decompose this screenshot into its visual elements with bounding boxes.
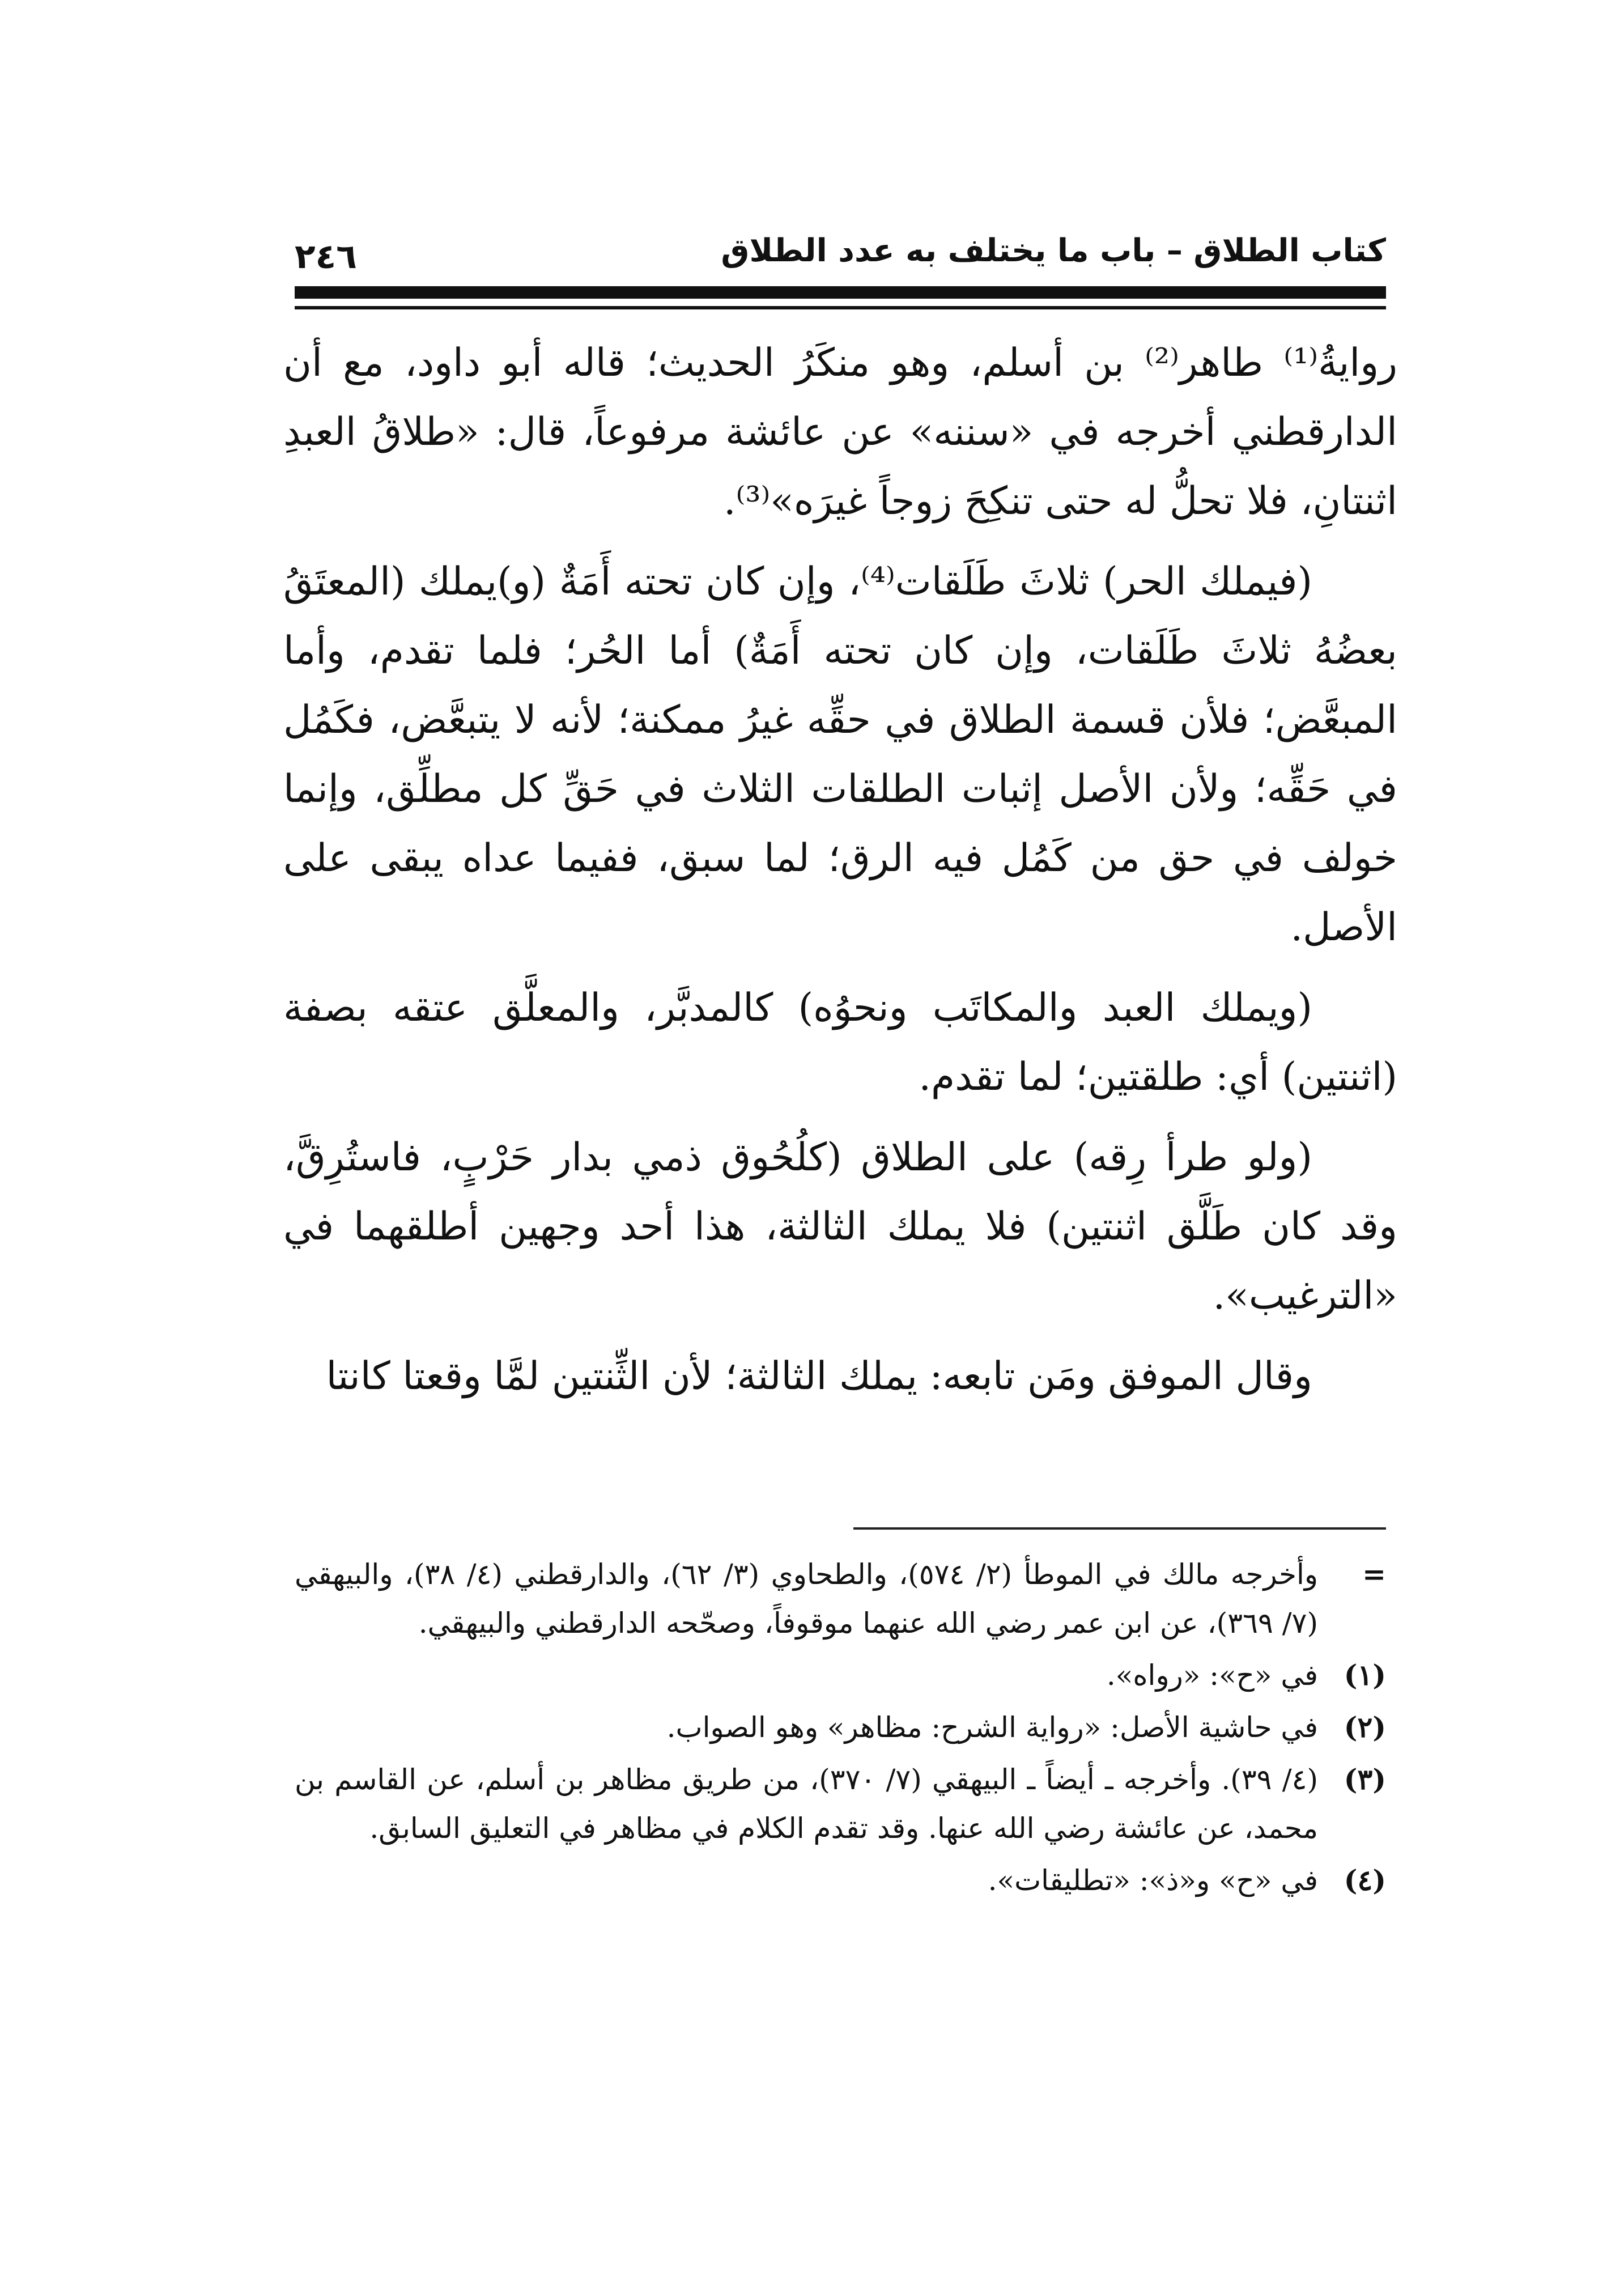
header-rule-thick — [295, 286, 1386, 299]
footnote-text: (٤/ ٣٩). وأخرجه ـ أيضاً ـ البيهقي (٧/ ٣٧٠)، من طريق مظاهر بن أسلم، عن القاسم بن محمد، عن عائشة رضي الله عنها. وقد تقدم الكلام في مظاهر في التعليق السابق. — [295, 1763, 1318, 1845]
paragraph: (فيملك الحر) ثلاثَ طَلَقات⁽⁴⁾، وإن كان تحته أَمَةٌ (و)يملك (المعتَقُ بعضُهُ ثلاثَ طَلَقات، وإن كان تحته أَمَةٌ) أما الحُر؛ فلما تقدم، وأما المبعَّض؛ فلأن قسمة الطلاق في حقِّه غيرُ ممكنة؛ لأنه لا يتبعَّض، فكَمُل في حَقِّه؛ ولأن الأصل إثبات الطلقات الثلاث في حَقِّ كل مطلِّق، وإنما خولف في حق من كَمُل فيه الرق؛ لما سبق، ففيما عداه يبقى على الأصل. — [283, 559, 1397, 950]
footnote — [295, 1651, 1386, 1700]
footnote — [295, 1755, 1386, 1853]
footnote — [295, 1703, 1386, 1752]
paragraph: (ولو طرأ رِقه) على الطلاق (كلُحُوق ذمي بدار حَرْبٍ، فاستُرِقَّ، وقد كان طَلَّق اثنتين) فلا يملك الثالثة، هذا أحد وجهين أطلقهما في «الترغيب». — [283, 1135, 1397, 1318]
page-number: ٢٤٦ — [295, 237, 357, 277]
footnote — [295, 1856, 1386, 1905]
paragraph: (ويملك العبد والمكاتَب ونحوُه) كالمدبَّر، والمعلَّق عتقه بصفة (اثنتين) أي: طلقتين؛ لما تقدم. — [283, 986, 1397, 1099]
header-rule-thin — [295, 306, 1386, 309]
footnote-number: (٤) — [1344, 1863, 1386, 1897]
running-title: كتاب الطلاق – باب ما يختلف به عدد الطلاق — [721, 232, 1386, 269]
footnote-text: في «ح»: «رواه». — [1106, 1659, 1318, 1692]
page-header — [295, 226, 1386, 282]
footnote-text: في حاشية الأصل: «رواية الشرح: مظاهر» وهو الصواب. — [666, 1711, 1318, 1744]
footnotes — [295, 1550, 1386, 1908]
footnote-separator — [853, 1527, 1386, 1530]
footnote-text: في «ح» و«ذ»: «تطليقات». — [988, 1864, 1318, 1897]
main-text — [283, 329, 1397, 1411]
footnote-number: (٢) — [1344, 1710, 1386, 1744]
footnote — [295, 1550, 1386, 1647]
footnote-number: = — [1362, 1557, 1386, 1591]
paragraph: روايةُ⁽¹⁾ طاهر⁽²⁾ بن أسلم، وهو منكَرُ الحديث؛ قاله أبو داود، مع أن الدارقطني أخرجه في «سننه» عن عائشة مرفوعاً، قال: «طلاقُ العبدِ اثنتانِ، فلا تحلُّ له حتى تنكِحَ زوجاً غيرَه»⁽³⁾. — [283, 341, 1397, 524]
paragraph: وقال الموفق ومَن تابعه: يملك الثالثة؛ لأن الثِّنتين لمَّا وقعتا كانتا — [326, 1354, 1312, 1399]
footnote-number: (٣) — [1344, 1763, 1386, 1796]
footnote-text: وأخرجه مالك في الموطأ (٢/ ٥٧٤)، والطحاوي (٣/ ٦٢)، والدارقطني (٤/ ٣٨)، والبيهقي (٧/ ٣٦٩)، عن ابن عمر رضي الله عنهما موقوفاً، وصحّحه الدارقطني والبيهقي. — [295, 1558, 1319, 1640]
footnote-number: (١) — [1344, 1658, 1386, 1692]
